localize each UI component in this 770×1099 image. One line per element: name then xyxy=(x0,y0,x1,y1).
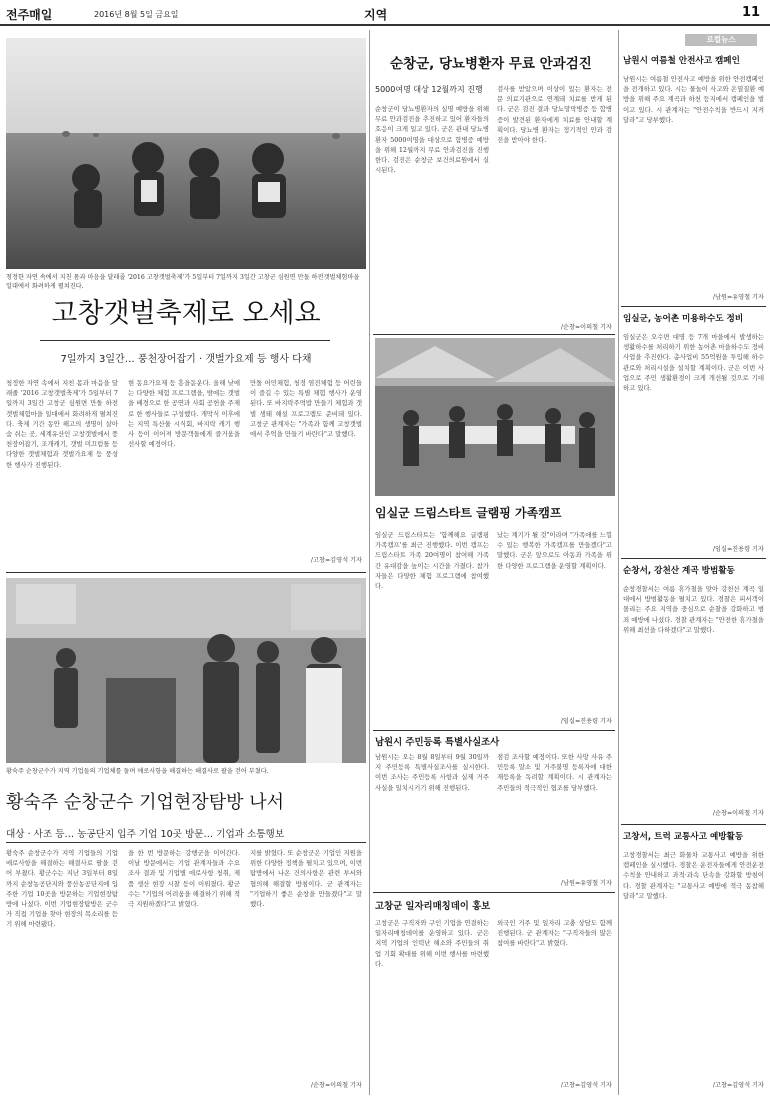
festival-photo xyxy=(6,38,366,269)
glamping-photo-image xyxy=(375,338,615,496)
middle-rule-1 xyxy=(373,334,615,335)
imsil-camp-byline: /임실=진용령 기자 xyxy=(560,718,612,725)
sunchang-biz-headline: 황숙주 순창군수 기업현장탐방 나서 xyxy=(6,792,284,813)
imsil-sewer-headline: 임실군, 농어촌 미용하수도 정비 xyxy=(623,314,744,324)
namwon-summer-byline: /남원=유영철 기자 xyxy=(712,294,764,301)
sunchang-eye-byline: /순창=이의철 기자 xyxy=(560,324,612,331)
sunchang-biz-col1: 황숙주 순창군수가 지역 기업들의 기업 애로사항을 해결하는 해결사로 팔을 걷어 부쳤다. 황군수는 지난 3일부터 8일까지 순창농공단지와 풍산농공단지에 입주한 기업 10곳을 방문하는 기업현장탐방에 나섰다. 이번 기업현장탐방은 군수가 직접 기업을 찾아 현장의 목소리를 듣기 위해 마련됐다. xyxy=(6,849,118,929)
sunchang-biz-subtitle: 대상 · 사조 등… 농공단지 입주 기업 10곳 방문… 기업과 소통행보 xyxy=(6,829,285,840)
governor-visit-caption: 황숙주 순창군수가 지역 기업들의 기업체를 돌며 애로사항을 해결하는 해결사로 팔을 걷어 부쳤다. xyxy=(6,768,269,775)
gochang-jobs-byline: /고창=김영석 기자 xyxy=(560,1082,612,1089)
gochang-jobs-col2: 외국인 거주 및 일자리 고충 상담도 함께 진행된다. 군 관계자는 "구직자들의 많은 참여를 바란다"고 밝혔다. xyxy=(497,919,612,948)
gochang-byline: /고창=김영석 기자 xyxy=(310,557,362,564)
imsil-sewer-body: 임실군은 오수면 대명 등 7개 마을에서 발생하는 생활하수를 처리하기 위한 농어촌 마을하수도 정비사업을 추진한다. 총사업비 55억원을 투입해 하수관로와 처리시설을 설치할 계획이다. 군은 이번 사업으로 주민 생활환경이 크게 개선될 것으로 기대하고 있다. xyxy=(623,333,764,393)
imsil-camp-col1: 임실군 드림스타트는 '함께해요 글램핑 가족캠프'를 최근 진행했다. 이번 캠프는 드림스타트 가족 20여명이 참여해 가족 간 유대감을 높이는 시간을 가졌다. 참가자들은 다양한 체험 프로그램에 참여했다. xyxy=(375,531,489,591)
governor-visit-photo-image xyxy=(6,578,366,763)
middle-rule-2 xyxy=(373,730,615,731)
imsil-camp-headline: 임실군 드림스타트 글램핑 가족캠프 xyxy=(375,506,562,520)
namwon-resident-headline: 남원시 주민등록 특별사실조사 xyxy=(375,737,500,748)
column-divider-right xyxy=(618,30,619,1095)
sunchang-biz-col3: 지를 밝혔다. 또 순창군은 기업인 지원을 위한 다양한 정책을 펼치고 있으며, 이번 탐방에서 나온 건의사항은 관련 부서와 협의해 해결할 방침이다. 군 관계자는 "기업하기 좋은 순창을 만들겠다"고 말했다. xyxy=(250,849,362,909)
sunchang-biz-col2: 을 한 번 방문하는 강행군을 이어간다. 이날 방문에서는 기업 관계자들과 수요조사 결과 및 기업별 애로사항 청취, 제품 생산 현장 시찰 등이 이뤄졌다. 황군수는 "기업의 어려움을 해결하기 위해 적극 지원하겠다"고 밝혔다. xyxy=(128,849,240,909)
right-rule-2 xyxy=(621,558,766,559)
gochang-jobs-col1: 고창군은 구직자와 구인 기업을 연결하는 일자리매칭데이를 운영하고 있다. 군은 지역 기업의 인력난 해소와 주민들의 취업 기회 확대를 위해 이번 행사를 마련했다. xyxy=(375,919,489,968)
sunchang-eye-col1: 순창군이 당뇨병환자의 실명 예방을 위해 무료 안과검진을 추진하고 있어 환자들의 호응이 크게 일고 있다. 군은 관내 당뇨병환자 5000여명을 대상으로 합병증 예방을 위해 12월까지 무료 안과검진을 진행한다. 검진은 순창군 보건의료원에서 실시된다. xyxy=(375,105,489,175)
gochang-festival-subtitle: 7일까지 3일간… 풍천장어잡기 · 갯벌가요제 등 행사 다채 xyxy=(60,354,312,364)
section-name: 지역 xyxy=(364,8,388,22)
local-news-label-box xyxy=(685,34,757,46)
gochang-body-col3: 만돌 어민체험, 청정 염전체험 등 어린들이 즐길 수 있는 특별 체험 행사가 운영된다. 또 바지락주먹밥 만들기 체험과 갯벌 생태 해설 프로그램도 준비돼 있다. 고창군 관계자는 "가족과 함께 고창갯벌에서 추억을 만들기 바란다"고 말했다. xyxy=(250,379,362,439)
left-section-rule xyxy=(6,572,366,573)
sunchang-biz-rule xyxy=(6,842,366,843)
middle-rule-3 xyxy=(373,892,615,893)
namwon-resident-col1: 남원시는 오는 8월 8일부터 9월 30일까지 주민등록 특별사실조사를 실시한다. 이번 조사는 주민등록 사항과 실제 거주사실을 일치시키기 위해 진행된다. xyxy=(375,753,489,792)
namwon-summer-headline: 남원시 여름철 안전사고 캠페인 xyxy=(623,56,740,66)
namwon-summer-body: 남원시는 여름철 안전사고 예방을 위한 안전캠페인을 전개하고 있다. 시는 물놀이 사고와 온열질환 예방을 위해 주요 계곡과 하천 등지에서 캠페인을 벌이고 있다. 시 관계자는 "안전수칙을 반드시 지켜 달라"고 당부했다. xyxy=(623,75,764,124)
namwon-resident-col2: 점검 조사할 예정이다. 또한 사망 사유 주민등록 말소 및 거주불명 등록자에 대한 재등록을 독려할 계획이다. 시 관계자는 주민들의 적극적인 협조를 당부했다. xyxy=(497,753,612,792)
glamping-photo xyxy=(375,338,615,496)
sunchang-eye-subtitle: 5000여명 대상 12월까지 진행 xyxy=(375,85,483,94)
sunchang-eye-col2: 검사를 받았으며 이상이 있는 환자는 전문 의료기관으로 연계돼 치료를 받게 된다. 군은 검진 결과 당뇨망막병증 등 합병증이 발견된 환자에게 치료를 안내할 계획이다. 당뇨병 환자는 정기적인 안과 검진을 받아야 한다. xyxy=(497,85,612,145)
sunchang-police-headline: 순창서, 강천산 계곡 방범활동 xyxy=(623,566,735,576)
local-news-label: 로컬뉴스 xyxy=(706,35,736,44)
festival-photo-caption: 청정한 자연 속에서 지친 몸과 마음을 달래줄 '2016 고창갯벌축제'가 5일부터 7일까지 3일간 고창군 심원면 만돌 하전갯벌체험마을 일대에서 화려하게 펼쳐진다. xyxy=(6,274,360,290)
right-rule-3 xyxy=(621,824,766,825)
imsil-sewer-byline: /임실=진용령 기자 xyxy=(712,546,764,553)
gochang-jobs-headline: 고창군 일자리매칭데이 홍보 xyxy=(375,901,491,912)
sunchang-eye-headline: 순창군, 당뇨병환자 무료 안과검진 xyxy=(390,56,592,72)
sunchang-police-body: 순창경찰서는 여름 휴가철을 맞아 강천산 계곡 일대에서 방범활동을 펼치고 있다. 경찰은 피서객이 몰리는 주요 지역을 중심으로 순찰을 강화하고 범죄 예방에 나섰다. 경찰 관계자는 "안전한 휴가철을 위해 최선을 다하겠다"고 말했다. xyxy=(623,585,764,634)
gochang-body-col1: 청정한 자연 속에서 지친 몸과 마음을 달래줄 '2016 고창갯벌축제'가 5일부터 7일까지 3일간 고창군 심원면 만돌 하전갯벌체험마을 일대에서 화려하게 펼쳐진다. 축제 기간 동안 해고의 생명이 살아 숨 쉬는 곳, 세계유산인 고창갯벌에서 풍천장어잡기, 조개캐기, 갯벌 미끄럼틀 등 다양한 갯벌체험과 갯벌가요제 등 풍성한 행사가 진행된다. xyxy=(6,379,118,469)
headline-rule xyxy=(40,340,330,341)
governor-visit-photo xyxy=(6,578,366,763)
sunchang-biz-byline: /순창=이의철 기자 xyxy=(310,1082,362,1089)
page-number: 11 xyxy=(742,5,761,20)
gochang-police-headline: 고창서, 트럭 교통사고 예방활동 xyxy=(623,832,744,842)
page-header xyxy=(0,0,770,26)
gochang-police-body: 고창경찰서는 최근 화물차 교통사고 예방을 위한 캠페인을 실시했다. 경찰은 운전자들에게 안전운전 수칙을 안내하고 과적·과속 단속을 강화할 방침이다. 경찰 관계자는 "교통사고 예방에 적극 동참해 달라"고 말했다. xyxy=(623,851,764,900)
gochang-police-byline: /고창=김영석 기자 xyxy=(712,1082,764,1089)
gochang-festival-headline: 고창갯벌축제로 오세요 xyxy=(51,298,321,329)
issue-date: 2016년 8월 5일 금요일 xyxy=(94,10,179,19)
newspaper-name: 전주매일 xyxy=(6,8,53,22)
imsil-camp-col2: 났는 계기가 될 것"이라며 "가족애를 느낄 수 있는 행복한 가족캠프를 만들겠다"고 말했다. 군은 앞으로도 아동과 가족을 위한 다양한 프로그램을 운영할 계획이다. xyxy=(497,531,612,570)
festival-photo-image xyxy=(6,38,366,269)
header-rule xyxy=(0,24,770,26)
column-divider-left xyxy=(369,30,370,1095)
right-rule-1 xyxy=(621,306,766,307)
sunchang-police-byline: /순창=이의철 기자 xyxy=(712,810,764,817)
gochang-body-col2: 현 동요가요제 등 흥을돋운다. 올해 낮에는 다양한 체험 프로그램을, 밤에는 갯벌을 배경으로 한 공연과 사회 공헌을 주제로 한 행사들로 구성했다. 개막식 이후에는 지역 특산물 시식회, 바지락 캐기 행사 등이 이어져 방문객들에게 즐거움을 선사할 예정이다. xyxy=(128,379,240,449)
namwon-resident-byline: /남원=유영철 기자 xyxy=(560,880,612,887)
